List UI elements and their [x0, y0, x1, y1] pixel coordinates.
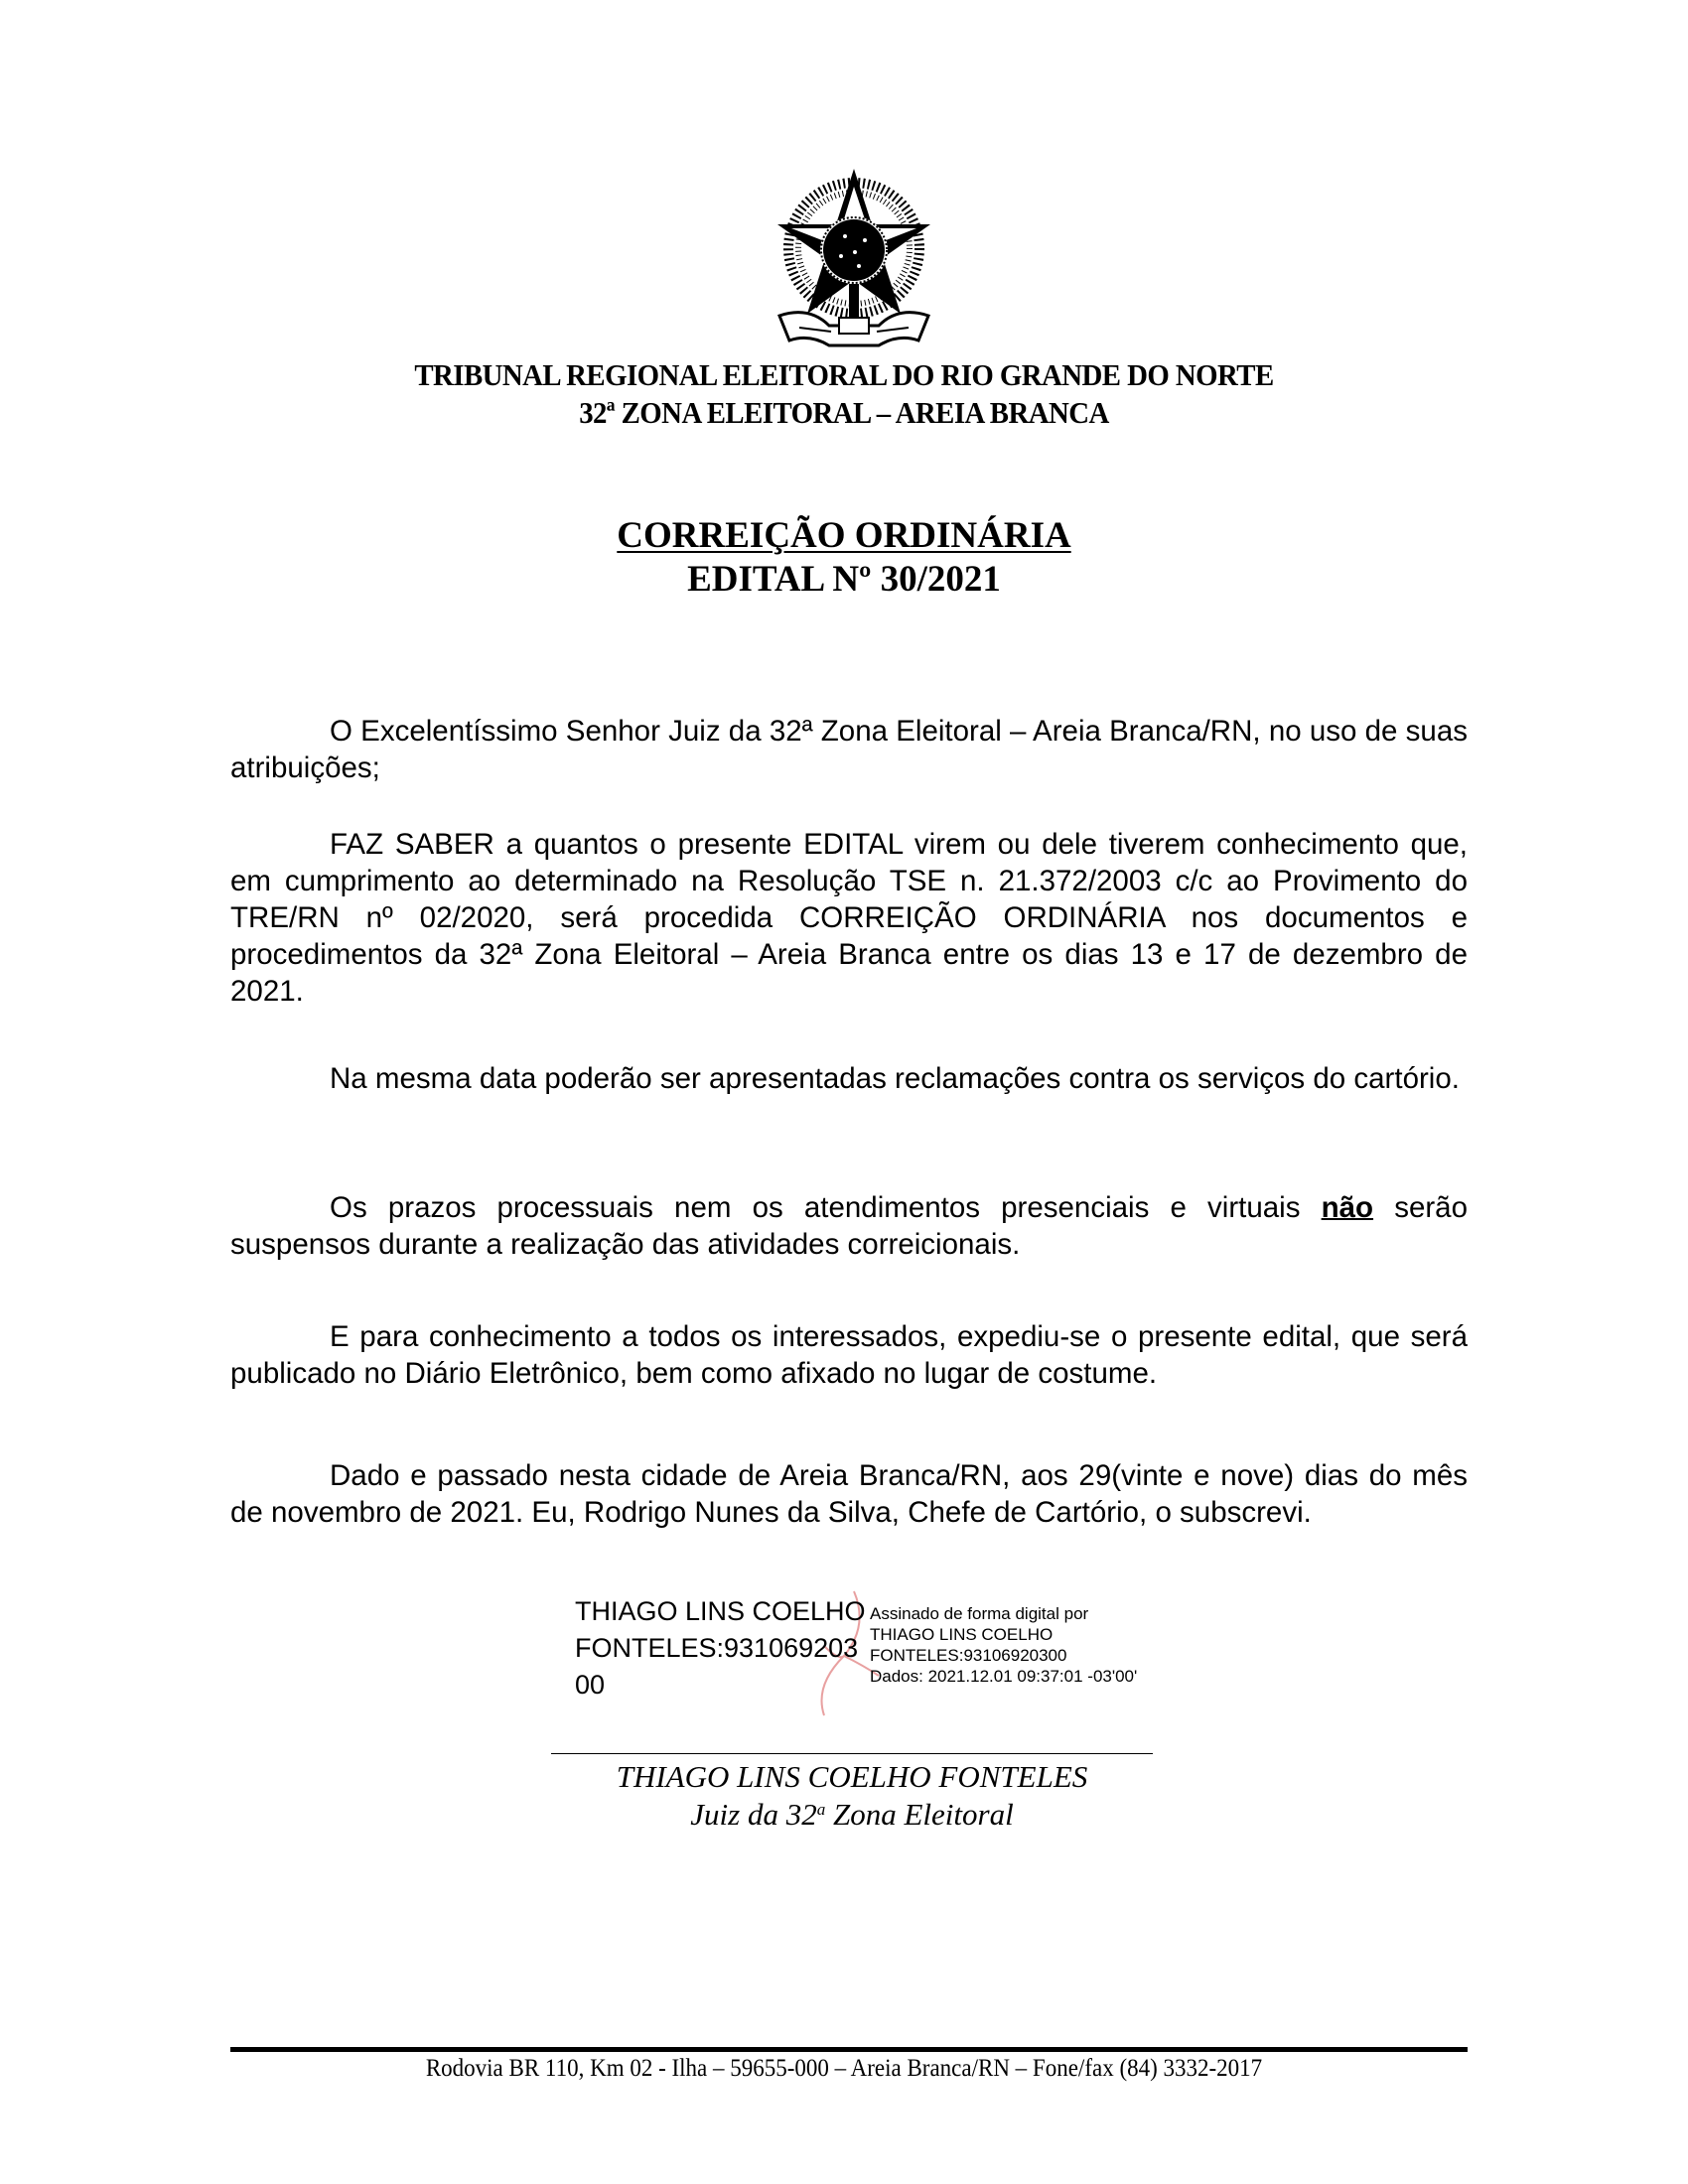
- digital-signature-signer: [575, 1593, 866, 1704]
- paragraph-prazos: [230, 1189, 1468, 1263]
- prazos-text-start: Os prazos processuais nem os atendimentos presenciais e virtuais: [330, 1191, 1322, 1224]
- document-title-text: CORREIÇÃO ORDINÁRIA: [617, 515, 1071, 556]
- paragraph-faz-saber: FAZ SABER a quantos o presente EDITAL virem ou dele tiverem conhecimento que, em cumprimento ao determinado na Resolução TSE n. 21.372/2003 c/c ao Provimento do TRE/RN nº 02/2020, será procedida CORREIÇÃO ORDINÁRIA nos documentos e procedimentos da 32ª Zona Eleitoral – Areia Branca entre os dias 13 e 17 de dezembro de 2021.: [230, 828, 1468, 1008]
- paragraph-reclamacoes: Na mesma data poderão ser apresentadas reclamações contra os serviços do cartório.: [330, 1062, 1460, 1095]
- signer-line-3: 00: [575, 1670, 606, 1700]
- signature-line: [551, 1753, 1153, 1754]
- paragraph-dado-passado: Dado e passado nesta cidade de Areia Branca/RN, aos 29(vinte e nove) dias do mês de novembro de 2021. Eu, Rodrigo Nunes da Silva, Chefe de Cartório, o subscrevi.: [230, 1459, 1468, 1529]
- document-title: [0, 514, 1688, 557]
- role-prefix: Juiz da 32: [690, 1797, 817, 1832]
- details-line-4: Dados: 2021.12.01 09:37:01 -03'00': [870, 1667, 1138, 1686]
- footer-rule: [230, 2047, 1468, 2052]
- digital-signature-details: [870, 1603, 1137, 1687]
- brazil-coat-of-arms-icon: [770, 157, 938, 355]
- signatory-name: THIAGO LINS COELHO FONTELES: [616, 1759, 1088, 1794]
- footer-address: Rodovia BR 110, Km 02 - Ilha – 59655-000 – Areia Branca/RN – Fone/fax (84) 3332-2017: [425, 2055, 1263, 2082]
- zone-name: 32ª ZONA ELEITORAL – AREIA BRANCA: [579, 395, 1109, 430]
- prazos-emphasis: não: [1321, 1191, 1374, 1224]
- details-line-3: FONTELES:93106920300: [870, 1646, 1067, 1665]
- signer-line-1: THIAGO LINS COELHO: [575, 1596, 866, 1626]
- role-ordinal: a: [816, 1799, 826, 1819]
- edital-number: EDITAL Nº 30/2021: [687, 559, 1001, 600]
- signatory-role: [551, 1797, 1153, 1833]
- signer-line-2: FONTELES:931069203: [575, 1633, 859, 1663]
- details-line-1: Assinado de forma digital por: [870, 1604, 1089, 1623]
- prazos-text-end: serão suspensos durante a realização das atividades correicionais.: [230, 1191, 1468, 1261]
- institution-name: TRIBUNAL REGIONAL ELEITORAL DO RIO GRANDE DO NORTE: [414, 357, 1274, 392]
- details-line-2: THIAGO LINS COELHO: [870, 1625, 1054, 1644]
- role-suffix: Zona Eleitoral: [825, 1797, 1014, 1832]
- paragraph-intro: O Excelentíssimo Senhor Juiz da 32ª Zona Eleitoral – Areia Branca/RN, no uso de suas atribuições;: [230, 715, 1468, 784]
- paragraph-publicacao: E para conhecimento a todos os interessados, expediu-se o presente edital, que será publicado no Diário Eletrônico, bem como afixado no lugar de costume.: [230, 1320, 1468, 1390]
